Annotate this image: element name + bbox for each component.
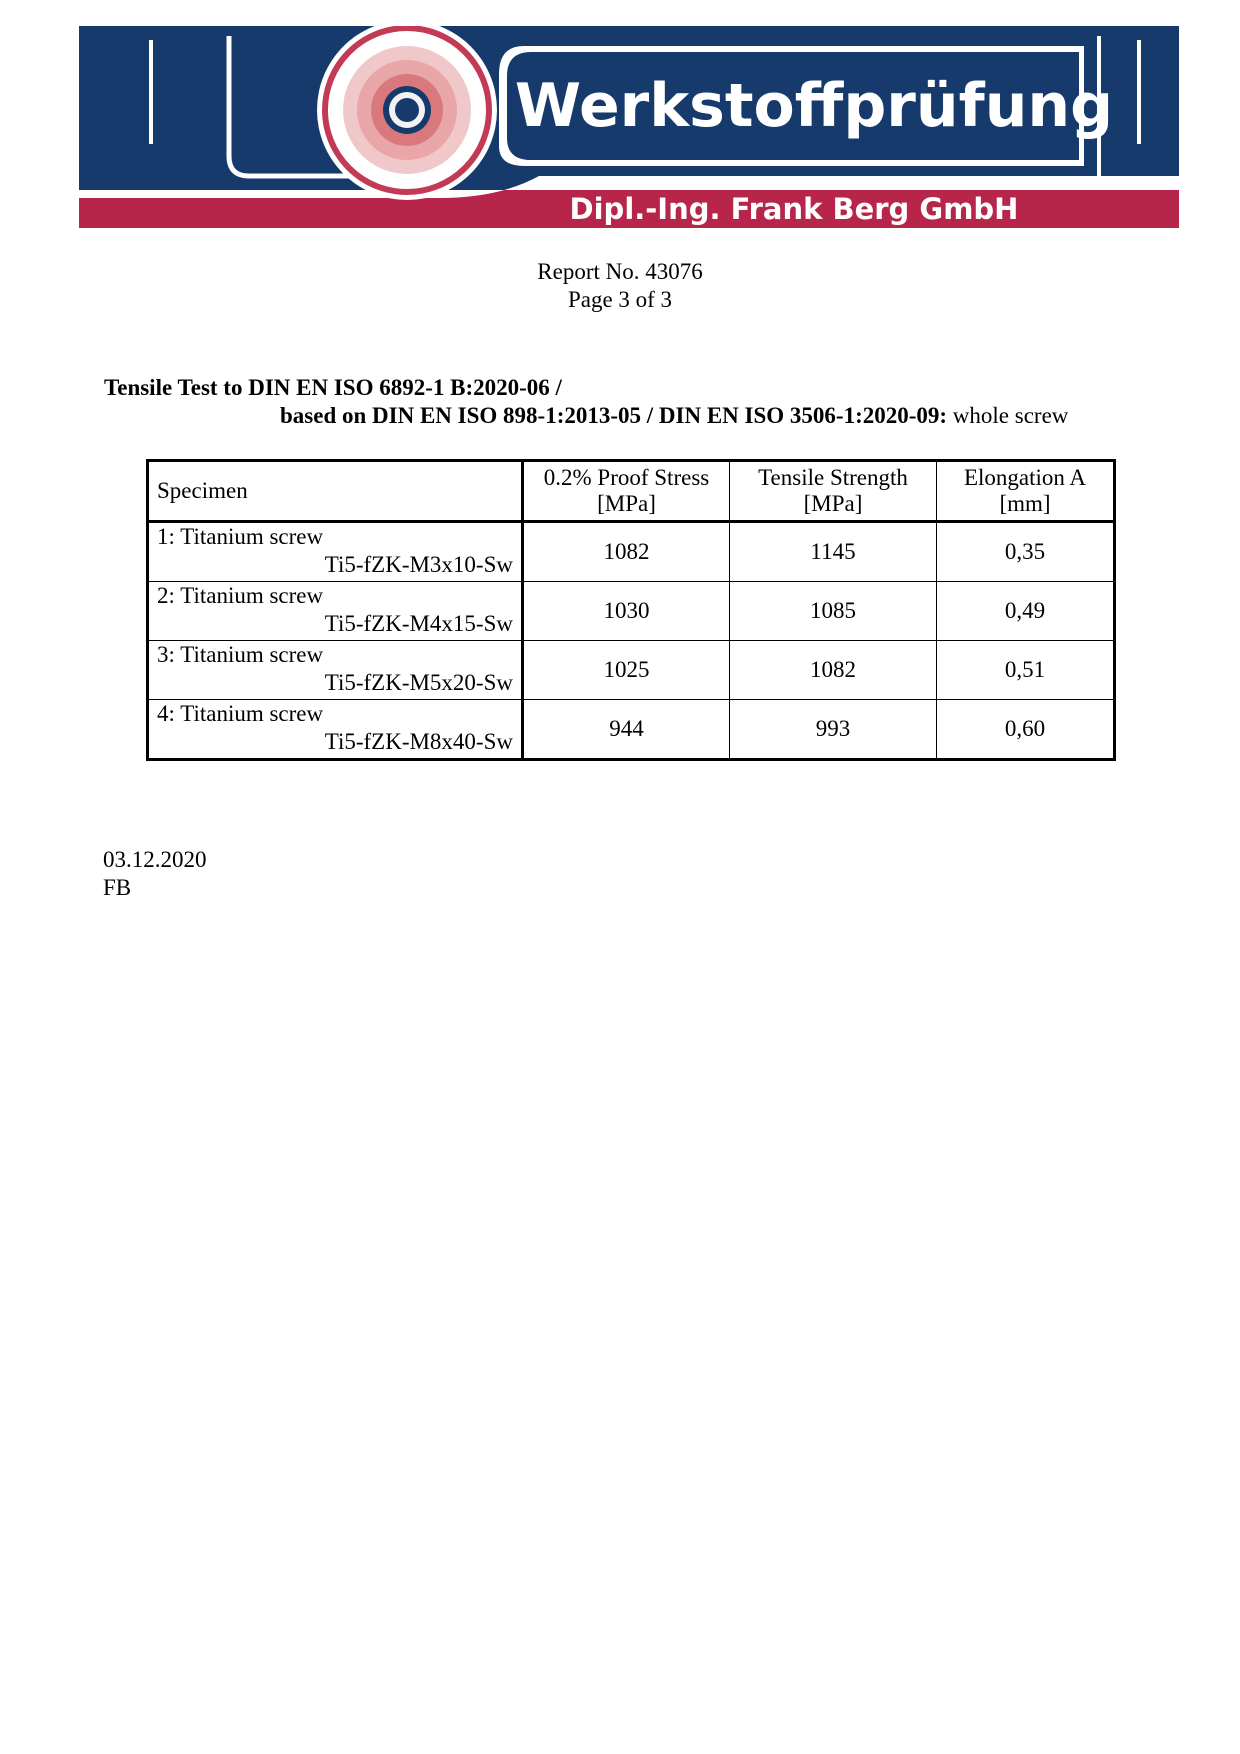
author-initials: FB xyxy=(103,875,132,900)
heading-line-2-suffix: whole screw xyxy=(947,403,1069,428)
heading-line-2: based on DIN EN ISO 898-1:2013-05 / DIN EN ISO 3506-1:2020-09: xyxy=(280,403,948,428)
proof-stress-cell: 944 xyxy=(523,700,730,760)
tensile-strength-cell: 1145 xyxy=(730,522,937,582)
tensile-strength-cell: 1082 xyxy=(730,641,937,700)
werkstoffpruefung-logo xyxy=(79,26,1179,228)
company-logo-banner xyxy=(79,26,1179,228)
heading-line-1: Tensile Test to DIN EN ISO 6892-1 B:2020-06 / xyxy=(104,375,562,400)
report-meta xyxy=(0,258,1240,314)
proof-stress-cell: 1030 xyxy=(523,582,730,641)
elongation-cell: 0,60 xyxy=(937,700,1115,760)
table-row xyxy=(148,700,1115,760)
table-row xyxy=(148,582,1115,641)
target-ring-icon xyxy=(317,26,497,200)
table-header-row xyxy=(148,461,1115,522)
elongation-cell: 0,51 xyxy=(937,641,1115,700)
proof-stress-cell: 1025 xyxy=(523,641,730,700)
tensile-strength-cell: 1085 xyxy=(730,582,937,641)
report-date: 03.12.2020 xyxy=(103,847,207,872)
tensile-results-table xyxy=(146,459,1116,761)
col-header-tensile-strength: Tensile Strength [MPa] xyxy=(730,461,937,522)
proof-stress-cell: 1082 xyxy=(523,522,730,582)
specimen-cell: 3: Titanium screw Ti5-fZK-M5x20-Sw xyxy=(148,641,523,700)
col-header-specimen: Specimen xyxy=(148,461,523,522)
specimen-cell: 1: Titanium screw Ti5-fZK-M3x10-Sw xyxy=(148,522,523,582)
logo-title: Werkstoffprüfung xyxy=(514,71,1114,141)
specimen-cell: 2: Titanium screw Ti5-fZK-M4x15-Sw xyxy=(148,582,523,641)
logo-subtitle: Dipl.-Ing. Frank Berg GmbH xyxy=(569,192,1019,226)
elongation-cell: 0,49 xyxy=(937,582,1115,641)
specimen-cell: 4: Titanium screw Ti5-fZK-M8x40-Sw xyxy=(148,700,523,760)
table-row xyxy=(148,641,1115,700)
col-header-elongation: Elongation A [mm] xyxy=(937,461,1115,522)
test-heading xyxy=(104,374,1144,430)
tensile-strength-cell: 993 xyxy=(730,700,937,760)
elongation-cell: 0,35 xyxy=(937,522,1115,582)
report-footer xyxy=(103,846,207,902)
table-row xyxy=(148,522,1115,582)
col-header-proof-stress: 0.2% Proof Stress [MPa] xyxy=(523,461,730,522)
page-indicator: Page 3 of 3 xyxy=(567,287,673,312)
report-number: Report No. 43076 xyxy=(537,259,703,284)
